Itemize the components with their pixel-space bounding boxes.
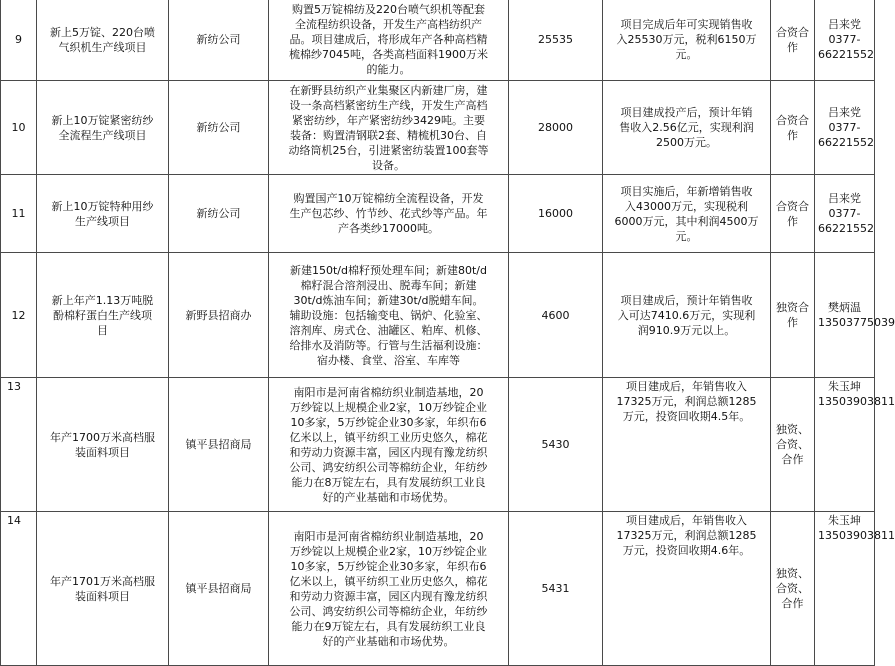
- cooperation-mode-line: 作: [787, 40, 798, 54]
- cooperation-mode-line: 独资、: [776, 567, 809, 580]
- project-content-line: 在新野县纺织产业集聚区内新建厂房，建: [289, 83, 488, 97]
- organization: [169, 378, 269, 512]
- project-content: [269, 81, 509, 175]
- economic-benefit: [603, 81, 771, 175]
- economic-benefit: [603, 0, 771, 81]
- contact-info-line: 13503903811: [818, 529, 895, 542]
- project-content-line: 给排水及消防等。行管与生活福利设施：: [289, 338, 488, 352]
- project-content-line: 10多家，5万纱锭企业30多家，年织布6: [290, 559, 487, 573]
- project-content-line: 设备。: [372, 158, 405, 172]
- contact-info: [815, 0, 875, 81]
- cooperation-mode: [771, 253, 815, 378]
- organization: [169, 253, 269, 378]
- project-content-line: 生产包芯纱、竹节纱、花式纱等产品。年: [289, 207, 488, 220]
- cooperation-mode-line: 作: [787, 316, 798, 329]
- cooperation-mode-line: 作: [787, 128, 798, 142]
- contact-info-line: 66221552: [818, 48, 874, 61]
- investment-amount-text: 25535: [538, 33, 573, 46]
- organization: [169, 175, 269, 253]
- project-name-line: 年产1701万米高档服: [50, 574, 155, 588]
- project-content-line: 溶剂库、房式仓、油罐区、粕库、机修、: [289, 323, 488, 337]
- investment-amount: [509, 175, 603, 253]
- project-name-line: 新上10万锭紧密纺纱: [51, 113, 154, 127]
- project-content-line: 梳棉纱7045吨，各类高档面料1900万米: [289, 48, 488, 61]
- economic-benefit-line: 万元，投资回收期4.6年。: [622, 544, 751, 557]
- project-name: [37, 0, 169, 81]
- row-number-text: 11: [11, 207, 26, 220]
- project-content-line: 购置国产10万锭棉纺全流程设备，开发: [293, 192, 484, 205]
- economic-benefit-line: 入43000万元，实现税利: [625, 199, 748, 213]
- project-content-line: 南阳市是河南省棉纺织业制造基地，20: [293, 529, 484, 543]
- project-content-line: 公司、鸿安纺织公司等棉纺企业，年纺纱: [289, 604, 488, 618]
- cooperation-mode: [771, 0, 815, 81]
- investment-amount: [509, 378, 603, 512]
- contact-info-line: 0377-: [828, 33, 861, 46]
- contact-info-line: 朱玉坤: [828, 514, 861, 527]
- project-content-line: 装备：购置清钢联2套、精梳机30台、自: [290, 128, 487, 142]
- economic-benefit-line: 入可达7410.6万元，实现利: [617, 308, 756, 322]
- organization-text: 新纺公司: [196, 33, 241, 46]
- economic-benefit: [603, 378, 771, 512]
- project-content: [269, 0, 509, 81]
- contact-info: [815, 81, 875, 175]
- project-name-line: 酚棉籽蛋白生产线项: [53, 308, 152, 322]
- organization-text: 镇平县招商局: [185, 438, 252, 451]
- contact-info-line: 13503903811: [818, 395, 895, 408]
- cooperation-mode-line: 合作: [781, 597, 804, 610]
- contact-info-line: 樊炳温: [828, 301, 861, 314]
- organization-text: 新纺公司: [196, 121, 241, 134]
- project-content-line: 全流程纺织设备，开发生产高档纺织产: [295, 18, 482, 31]
- contact-info-line: 13503775039: [818, 316, 895, 329]
- project-content-line: 和劳动力资源丰富，园区内现有豫龙纺织: [289, 445, 488, 459]
- economic-benefit-line: 项目建成后，预计年销售收: [620, 293, 753, 307]
- project-name-line: 年产1700万米高档服: [50, 430, 155, 444]
- project-content-line: 品。项目建成后，将形成年产各种高档精: [289, 33, 488, 46]
- project-content-line: 宿办楼、食堂、浴室、车库等: [317, 353, 460, 367]
- organization: [169, 0, 269, 81]
- contact-info: [815, 512, 895, 666]
- economic-benefit-line: 万元，投资回收期4.5年。: [622, 410, 751, 423]
- row-number-text: 14: [7, 514, 21, 527]
- economic-benefit-line: 项目完成后年可实现销售收: [620, 18, 753, 31]
- row-number: [1, 378, 37, 512]
- contact-info-line: 吕来党: [828, 106, 861, 119]
- contact-info-line: 0377-: [828, 207, 861, 220]
- contact-info-line: 66221552: [818, 136, 874, 149]
- project-content-line: 好的产业基础和市场优势。: [322, 490, 455, 504]
- project-content-line: 公司、鸿安纺织公司等棉纺企业，年纺纱: [289, 460, 488, 474]
- project-name-line: 装面料项目: [75, 445, 130, 459]
- project-content-line: 新建150t/d棉籽预处理车间；新建80t/d: [290, 263, 487, 277]
- economic-benefit-line: 售收入2.56亿元，实现利润: [619, 121, 754, 134]
- investment-amount-text: 28000: [538, 121, 573, 134]
- cooperation-mode-line: 作: [787, 214, 798, 228]
- project-content: [269, 253, 509, 378]
- project-content-line: 的能力。: [366, 63, 411, 76]
- project-name-line: 气织机生产线项目: [58, 40, 147, 54]
- cooperation-mode: [771, 512, 815, 666]
- project-content-line: 购置5万锭棉纺及220台喷气织机等配套: [292, 3, 485, 16]
- cooperation-mode-line: 独资、: [776, 423, 809, 436]
- row-number: [1, 0, 37, 81]
- investment-amount-text: 4600: [541, 308, 570, 322]
- row-number-text: 12: [11, 308, 26, 322]
- row-number: [1, 512, 37, 666]
- contact-info: [815, 378, 895, 512]
- project-name: [37, 81, 169, 175]
- economic-benefit-line: 项目建成后，年销售收入: [626, 514, 747, 527]
- project-name-line: 目: [97, 323, 108, 337]
- row-number-text: 13: [7, 380, 21, 393]
- project-name-line: 新上5万锭、220台喷: [50, 25, 155, 39]
- investment-amount-text: 16000: [538, 207, 573, 220]
- cooperation-mode-line: 合资合: [776, 25, 809, 39]
- investment-amount-text: 5430: [541, 438, 570, 451]
- cooperation-mode-line: 独资合: [776, 301, 809, 314]
- project-content-line: 能力在9万锭左右，具有发展纺织工业良: [291, 619, 486, 633]
- economic-benefit-line: 润910.9万元以上。: [637, 323, 736, 337]
- table-body: [1, 0, 895, 666]
- project-content-line: 好的产业基础和市场优势。: [322, 634, 455, 648]
- cooperation-mode-line: 合资、: [776, 438, 809, 451]
- organization: [169, 81, 269, 175]
- table-row: [1, 253, 875, 378]
- project-content: [269, 512, 509, 666]
- row-number-text: 9: [15, 33, 22, 46]
- project-content-line: 万纱锭以上规模企业2家，10万纱锭企业: [290, 544, 487, 558]
- economic-benefit-line: 元。: [675, 48, 698, 61]
- project-content: [269, 378, 509, 512]
- project-content-line: 能力在8万锭左右，具有发展纺织工业良: [291, 475, 486, 489]
- cooperation-mode-line: 合资、: [776, 582, 809, 595]
- table-row: [1, 0, 875, 81]
- project-content-line: 万纱锭以上规模企业2家，10万纱锭企业: [290, 400, 487, 414]
- organization-text: 镇平县招商局: [185, 582, 252, 595]
- project-content-line: 亿米以上，镇平纺织工业历史悠久，棉花: [289, 430, 488, 444]
- economic-benefit-line: 项目建成后，年销售收入: [626, 380, 747, 393]
- organization-text: 新野县招商办: [185, 308, 252, 322]
- economic-benefit: [603, 253, 771, 378]
- organization: [169, 512, 269, 666]
- cooperation-mode: [771, 175, 815, 253]
- economic-benefit: [603, 175, 771, 253]
- cooperation-mode-line: 合资合: [776, 199, 809, 213]
- project-content-line: 棉籽混合溶剂浸出、脱毒车间；新建: [300, 278, 477, 292]
- project-content-line: 10多家，5万纱锭企业30多家，年织布6: [290, 415, 487, 429]
- contact-info-line: 吕来党: [828, 192, 861, 205]
- project-name: [37, 175, 169, 253]
- project-name-line: 新上年产1.13万吨脱: [51, 293, 154, 307]
- contact-info-line: 吕来党: [828, 18, 861, 31]
- project-name-line: 生产线项目: [75, 214, 130, 228]
- row-number-text: 10: [11, 121, 26, 134]
- project-content: [269, 175, 509, 253]
- cooperation-mode-line: 合资合: [776, 113, 809, 127]
- cooperation-mode: [771, 378, 815, 512]
- cooperation-mode-line: 合作: [781, 453, 804, 466]
- economic-benefit-line: 17325万元，利润总额1285: [616, 529, 757, 542]
- economic-benefit-line: 入25530万元，税利6150万: [616, 33, 757, 46]
- row-number: [1, 175, 37, 253]
- economic-benefit: [603, 512, 771, 666]
- economic-benefit-line: 2500万元。: [656, 136, 717, 149]
- project-content-line: 产各类纱17000吨。: [338, 222, 439, 235]
- contact-info-line: 朱玉坤: [828, 380, 861, 393]
- project-name: [37, 378, 169, 512]
- project-content-line: 辅助设施：包括输变电、锅炉、化验室、: [289, 308, 488, 322]
- organization-text: 新纺公司: [196, 207, 241, 220]
- economic-benefit-line: 6000万元，其中利润4500万: [614, 214, 759, 228]
- project-content-line: 南阳市是河南省棉纺织业制造基地，20: [293, 385, 484, 399]
- table-row: [1, 512, 875, 666]
- project-content-line: 30t/d炼油车间；新建30t/d脱蜡车间。: [293, 293, 484, 307]
- project-content-line: 动络筒机25台，引进紧密纺装置100套等: [288, 143, 489, 157]
- table-row: [1, 378, 875, 512]
- table-row: [1, 81, 875, 175]
- row-number: [1, 81, 37, 175]
- project-name-line: 新上10万锭特种用纱: [51, 199, 154, 213]
- investment-amount: [509, 512, 603, 666]
- investment-amount: [509, 253, 603, 378]
- cooperation-mode: [771, 81, 815, 175]
- contact-info: [815, 175, 875, 253]
- economic-benefit-line: 元。: [675, 229, 698, 243]
- economic-benefit-line: 项目实施后，年新增销售收: [620, 184, 753, 198]
- economic-benefit-line: 17325万元，利润总额1285: [616, 395, 757, 408]
- project-name-line: 装面料项目: [75, 589, 130, 603]
- project-content-line: 紧密纺纱，年产紧密纺纱3429吨。主要: [292, 113, 485, 127]
- economic-benefit-line: 项目建成投产后，预计年销: [620, 106, 753, 119]
- project-content-line: 和劳动力资源丰富，园区内现有豫龙纺织: [289, 589, 488, 603]
- project-name-line: 全流程生产线项目: [58, 128, 147, 142]
- investment-amount: [509, 81, 603, 175]
- table-row: [1, 175, 875, 253]
- project-content-line: 亿米以上，镇平纺织工业历史悠久，棉花: [289, 574, 488, 588]
- contact-info-line: 0377-: [828, 121, 861, 134]
- contact-info-line: 66221552: [818, 222, 874, 235]
- investment-amount: [509, 0, 603, 81]
- contact-info: [815, 253, 895, 378]
- investment-amount-text: 5431: [541, 582, 570, 595]
- row-number: [1, 253, 37, 378]
- project-name: [37, 512, 169, 666]
- project-content-line: 设一条高档紧密纺生产线，开发生产高档: [289, 98, 488, 112]
- project-name: [37, 253, 169, 378]
